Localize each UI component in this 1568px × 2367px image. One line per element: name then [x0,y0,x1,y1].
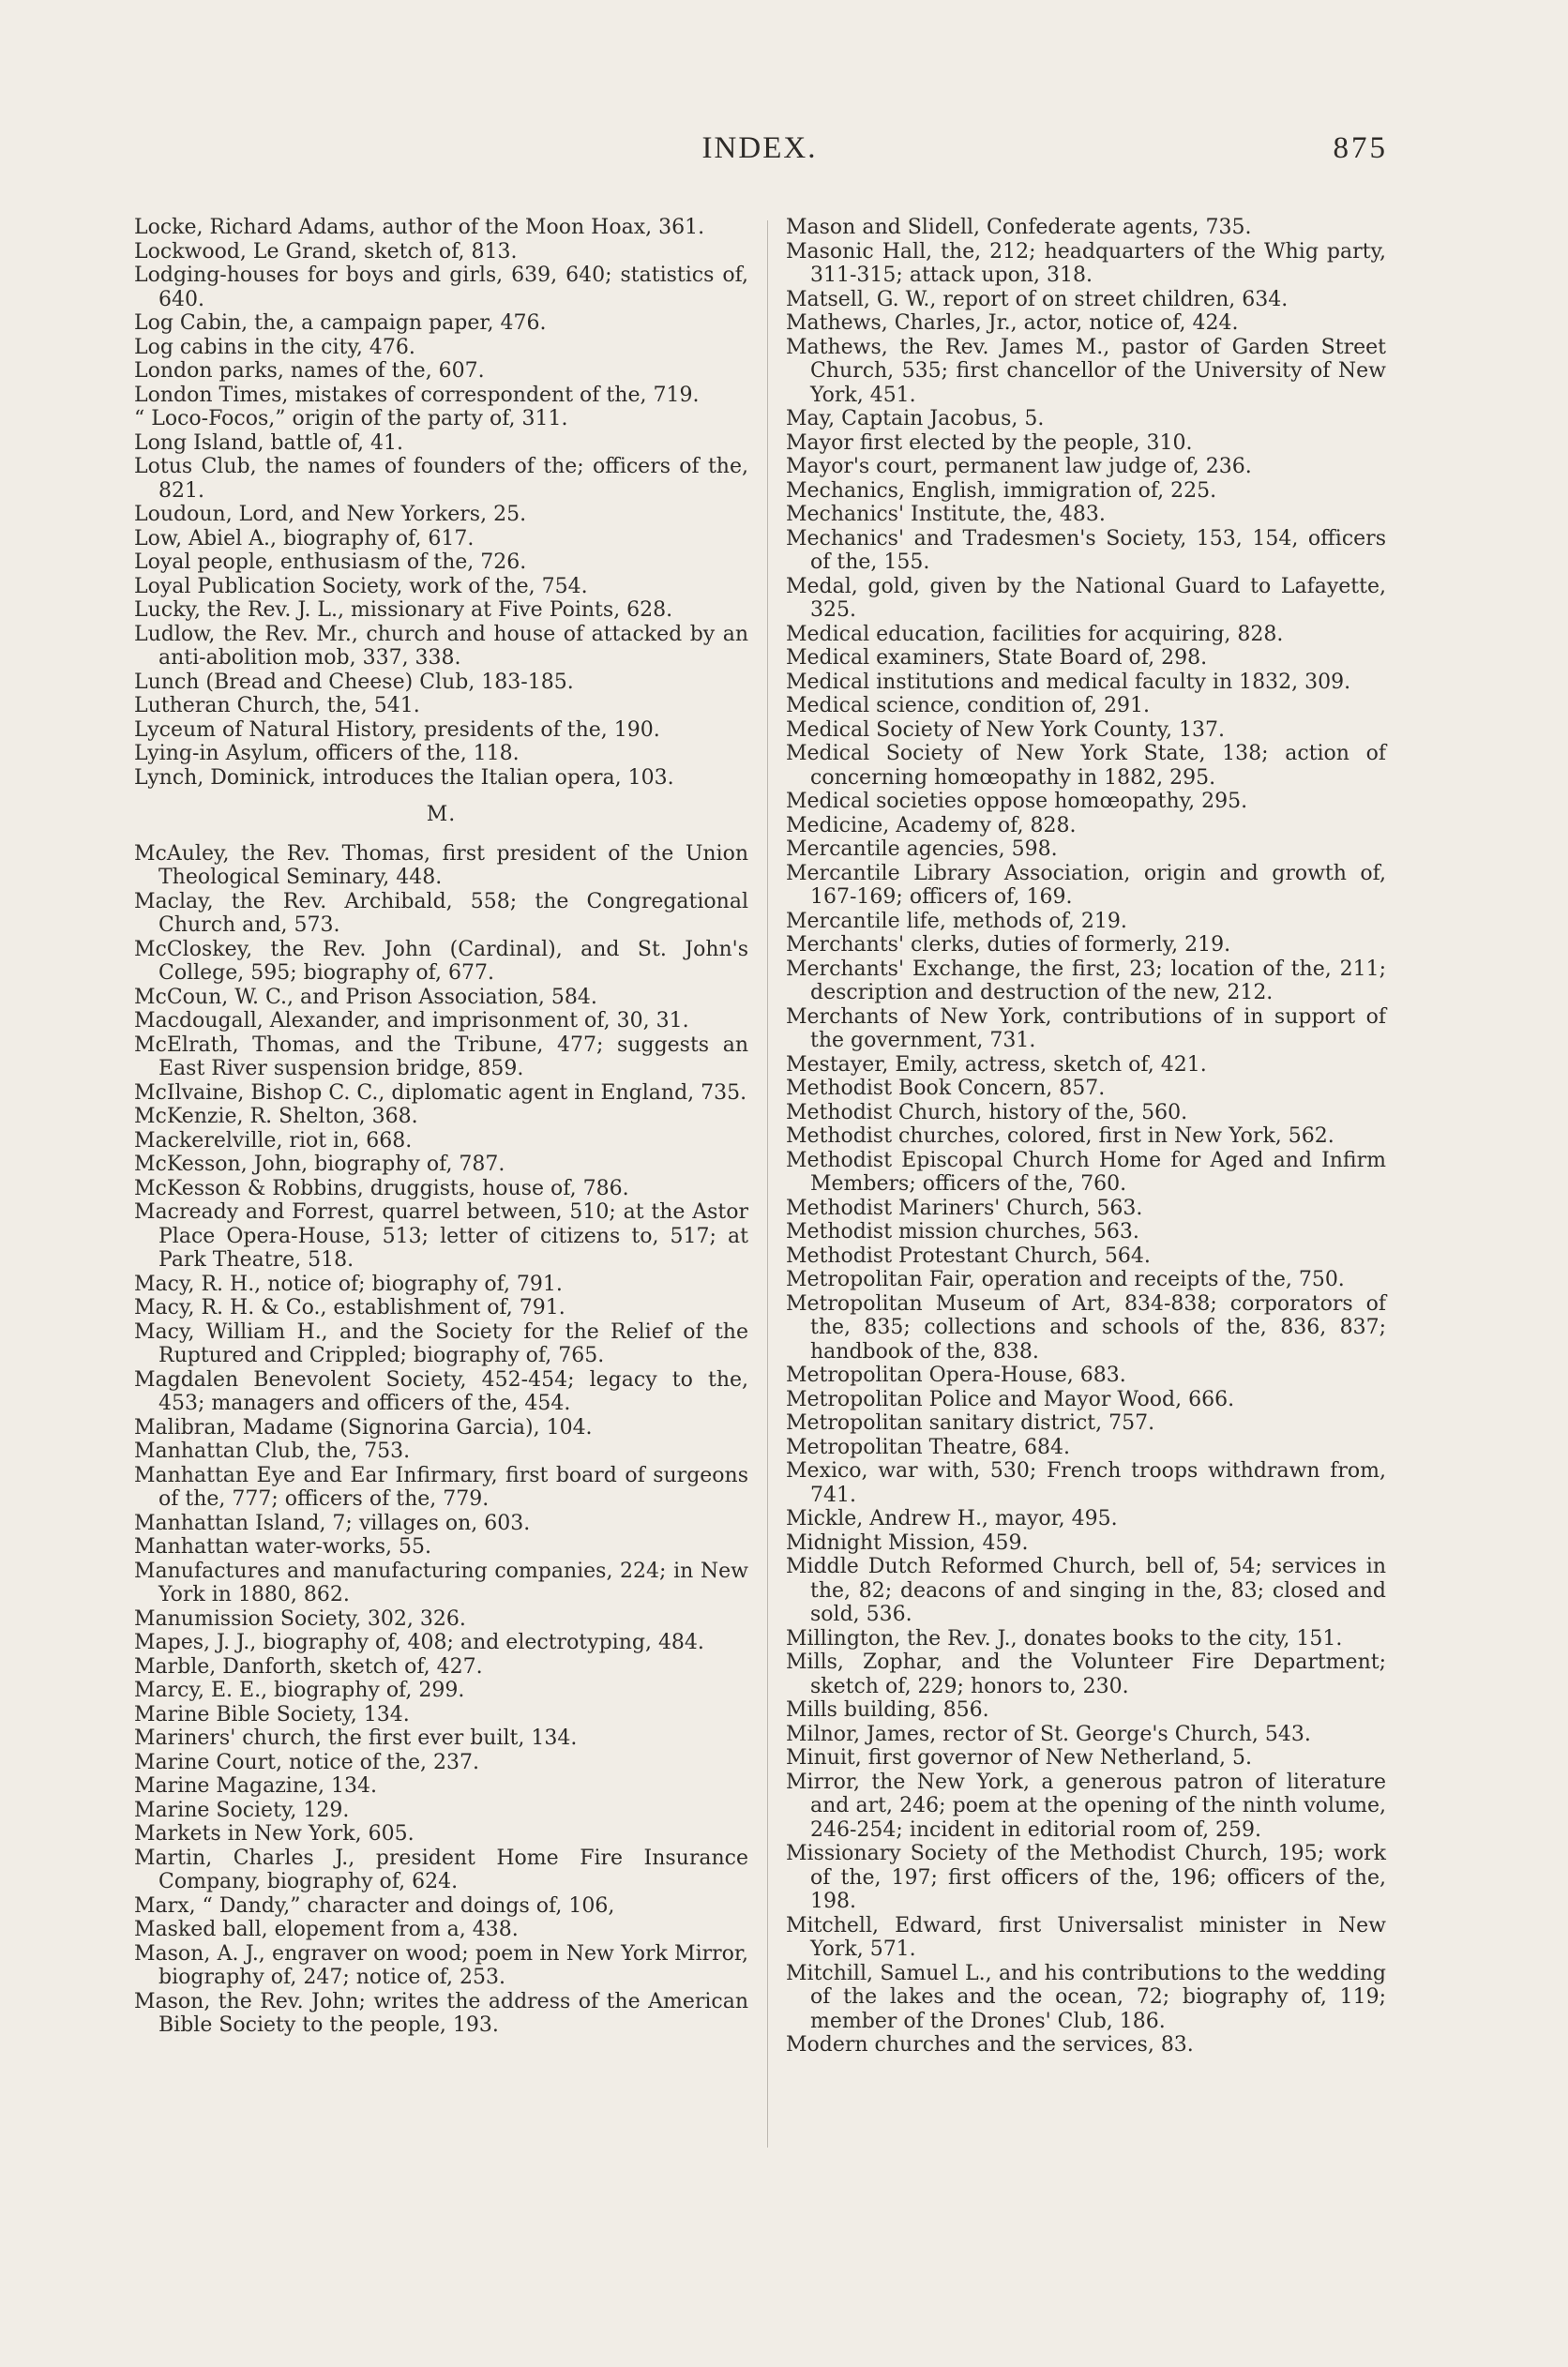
index-entry: Mercantile agencies, 598. [786,837,1058,861]
page-number: 875 [1333,131,1388,165]
index-entry: Lying-in Asylum, officers of the, 118. [134,742,520,765]
index-entry: Manhattan Island, 7; villages on, 603. [134,1511,531,1535]
index-entry: Macy, William H., and the Society for the Relief of the Ruptured and Crippled; biography of, 765. [134,1319,748,1367]
index-entry: Metropolitan Theatre, 684. [786,1435,1070,1459]
index-entry: Log Cabin, the, a campaign paper, 476. [134,311,547,335]
index-entry: Medical examiners, State Board of, 298. [786,646,1208,670]
index-entry: Modern churches and the services, 83. [786,2033,1194,2057]
index-entry: McKenzie, R. Shelton, 368. [134,1105,418,1128]
index-entry: Lotus Club, the names of founders of the; officers of the, 821. [134,455,748,503]
index-entry: Matsell, G. W., report of on street children, 634. [786,287,1289,311]
index-entry: Loudoun, Lord, and New Yorkers, 25. [134,503,527,526]
index-entry: Mercantile life, methods of, 219. [786,909,1127,933]
index-entry: Mayor first elected by the people, 310. [786,430,1193,455]
index-entry: Midnight Mission, 459. [786,1530,1029,1555]
index-entry: McCloskey, the Rev. John (Cardinal), and St. John's College, 595; biography of, 677. [134,937,748,985]
index-entry: Metropolitan Police and Mayor Wood, 666. [786,1387,1235,1411]
index-entry: Macy, R. H., notice of; biography of, 791. [134,1272,563,1296]
index-entry: Methodist Church, history of the, 560. [786,1100,1188,1124]
index-entry: Medical Society of New York State, 138; action of concerning homœopathy in 1882, 295. [786,742,1386,790]
index-entry: Malibran, Madame (Signorina Garcia), 104. [134,1415,593,1440]
index-entry: Metropolitan Fair, operation and receipts of the, 750. [786,1268,1345,1291]
index-entry: Masked ball, elopement from a, 438. [134,1918,519,1941]
index-entry: Lutheran Church, the, 541. [134,694,420,717]
left-column [134,216,748,2038]
index-entry: Marx, “ Dandy,” character and doings of, 106, [134,1893,615,1918]
index-entry: Loyal people, enthusiasm of the, 726. [134,550,527,574]
index-entry: Mechanics' and Tradesmen's Society, 153, 154, officers of the, 155. [786,526,1386,574]
index-entry: Mathews, Charles, Jr., actor, notice of, 424. [786,311,1239,335]
index-entry: Merchants of New York, contributions of in support of the government, 731. [786,1004,1386,1052]
index-entry: Lockwood, Le Grand, sketch of, 813. [134,239,518,264]
index-entry: Manumission Society, 302, 326. [134,1606,466,1631]
index-entry: Locke, Richard Adams, author of the Moon Hoax, 361. [134,216,705,239]
index-entry: Methodist Book Concern, 857. [786,1077,1106,1100]
index-entry: Metropolitan Museum of Art, 834-838; corporators of the, 835; collections and schools of the, 836, 837; handbook of the, 838. [786,1291,1386,1364]
index-entry: Marine Bible Society, 134. [134,1702,410,1726]
index-entry: Millington, the Rev. J., donates books to the city, 151. [786,1626,1343,1651]
index-entry: Medal, gold, given by the National Guard to Lafayette, 325. [786,574,1386,622]
index-entry: Missionary Society of the Methodist Church, 195; work of the, 197; first officers of the, 196; officers of the, 198. [786,1842,1386,1913]
index-entry: Mason and Slidell, Confederate agents, 735. [786,216,1252,239]
index-entry: Macy, R. H. & Co., establishment of, 791. [134,1296,565,1319]
entries-l-section [134,216,748,790]
index-entry: Medical institutions and medical faculty in 1832, 309. [786,670,1351,694]
index-entry: Manufactures and manufacturing companies, 224; in New York in 1880, 862. [134,1559,748,1606]
index-entry: Log cabins in the city, 476. [134,335,415,359]
index-entry: Methodist Mariners' Church, 563. [786,1196,1143,1220]
index-entry: Manhattan Club, the, 753. [134,1440,411,1463]
index-entry: McCoun, W. C., and Prison Association, 584. [134,985,597,1009]
right-column [786,216,1386,2058]
index-entry: Mitchell, Edward, first Universalist minister in New York, 571. [786,1913,1386,1961]
index-entry: Methodist mission churches, 563. [786,1220,1139,1244]
index-entry: Lunch (Bread and Cheese) Club, 183-185. [134,670,574,694]
entries-m-continued [786,216,1386,2058]
index-entry: Magdalen Benevolent Society, 452-454; legacy to the, 453; managers and officers of the, 454. [134,1367,748,1415]
index-entry: Marine Magazine, 134. [134,1774,378,1798]
index-entry: Mason, A. J., engraver on wood; poem in New York Mirror, biography of, 247; notice of, 253. [134,1941,748,1989]
entries-m-section [134,842,748,2038]
index-entry: Minuit, first governor of New Netherland, 5. [786,1746,1252,1770]
index-entry: Mackerelville, riot in, 668. [134,1128,413,1153]
index-entry: Metropolitan Opera-House, 683. [786,1364,1126,1387]
index-entry: Low, Abiel A., biography of, 617. [134,526,475,550]
index-entry: Marine Society, 129. [134,1798,350,1822]
index-entry: Methodist churches, colored, first in New York, 562. [786,1124,1334,1148]
index-entry: Mirror, the New York, a generous patron of literature and art, 246; poem at the opening of the ninth volume, 246-254; incident in editorial room of, 259. [786,1770,1386,1842]
index-entry: Long Island, battle of, 41. [134,430,403,455]
index-entry: Macdougall, Alexander, and imprisonment of, 30, 31. [134,1009,689,1033]
index-entry: McElrath, Thomas, and the Tribune, 477; suggests an East River suspension bridge, 859. [134,1033,748,1080]
index-entry: Mechanics' Institute, the, 483. [786,503,1106,526]
index-entry: Mariners' church, the first ever built, 134. [134,1726,578,1750]
index-entry: Markets in New York, 605. [134,1822,415,1846]
index-entry: McIlvaine, Bishop C. C., diplomatic agent in England, 735. [134,1080,747,1105]
index-entry: Mapes, J. J., biography of, 408; and electrotyping, 484. [134,1631,704,1654]
index-entry: Maclay, the Rev. Archibald, 558; the Congregational Church and, 573. [134,889,748,937]
index-entry: Methodist Episcopal Church Home for Aged and Infirm Members; officers of the, 760. [786,1148,1386,1196]
index-entry: McKesson & Robbins, druggists, house of, 786. [134,1176,629,1200]
index-entry: Mayor's court, permanent law judge of, 236. [786,455,1252,478]
index-entry: Ludlow, the Rev. Mr., church and house of attacked by an anti-abolition mob, 337, 338. [134,622,748,670]
index-entry: Middle Dutch Reformed Church, bell of, 54; services in the, 82; deacons of and singing in the, 83; closed and sold, 536. [786,1555,1386,1626]
index-entry: Marcy, E. E., biography of, 299. [134,1679,465,1702]
index-entry: Medical education, facilities for acquiring, 828. [786,622,1284,646]
index-entry: Merchants' Exchange, the first, 23; location of the, 211; description and destruction of the new, 212. [786,957,1386,1004]
index-entry: Milnor, James, rector of St. George's Church, 543. [786,1722,1311,1746]
index-entry: Macready and Forrest, quarrel between, 510; at the Astor Place Opera-House, 513; letter of citizens to, 517; at Park Theatre, 518. [134,1200,748,1272]
index-entry: Mason, the Rev. John; writes the address of the American Bible Society to the people, 193. [134,1989,748,2037]
index-entry: Mexico, war with, 530; French troops withdrawn from, 741. [786,1459,1386,1507]
index-entry: Lucky, the Rev. J. L., missionary at Five Points, 628. [134,598,673,622]
column-divider [767,220,768,2148]
index-entry: Medical science, condition of, 291. [786,694,1151,717]
index-entry: May, Captain Jacobus, 5. [786,407,1045,430]
index-entry: Medicine, Academy of, 828. [786,813,1077,837]
index-entry: Marine Court, notice of the, 237. [134,1750,479,1774]
index-entry: Mills building, 856. [786,1698,989,1722]
index-entry: Mercantile Library Association, origin and growth of, 167-169; officers of, 169. [786,861,1386,909]
index-entry: Medical Society of New York County, 137. [786,717,1225,742]
index-entry: Lyceum of Natural History, presidents of the, 190. [134,717,660,742]
index-entry: Martin, Charles J., president Home Fire Insurance Company, biography of, 624. [134,1846,748,1893]
index-entry: McKesson, John, biography of, 787. [134,1153,505,1176]
index-entry: Mills, Zophar, and the Volunteer Fire Department; sketch of, 229; honors to, 230. [786,1651,1386,1698]
index-entry: Manhattan water-works, 55. [134,1535,432,1559]
index-entry: “ Loco-Focos,” origin of the party of, 311. [134,407,568,430]
index-entry: London parks, names of the, 607. [134,359,485,383]
index-entry: Loyal Publication Society, work of the, 754. [134,574,588,598]
index-entry: Lynch, Dominick, introduces the Italian opera, 103. [134,765,674,790]
index-entry: Mechanics, English, immigration of, 225. [786,478,1217,503]
index-entry: London Times, mistakes of correspondent of the, 719. [134,383,700,407]
index-entry: Masonic Hall, the, 212; headquarters of the Whig party, 311-315; attack upon, 318. [786,239,1386,287]
index-entry: Mestayer, Emily, actress, sketch of, 421. [786,1052,1207,1077]
index-entry: Metropolitan sanitary district, 757. [786,1411,1155,1435]
index-entry: Mitchill, Samuel L., and his contributions to the wedding of the lakes and the ocean, 72; biography of, 119; member of the Drones' Club, 186. [786,1961,1386,2033]
section-letter-m: M. [426,803,457,826]
page-title: INDEX. [701,131,818,165]
page-header [131,129,1388,176]
index-entry: Marble, Danforth, sketch of, 427. [134,1654,483,1679]
index-entry: Medical societies oppose homœopathy, 295. [786,790,1248,813]
index-entry: Merchants' clerks, duties of formerly, 219. [786,933,1231,957]
index-entry: Mickle, Andrew H., mayor, 495. [786,1507,1118,1530]
index-entry: McAuley, the Rev. Thomas, first president of the Union Theological Seminary, 448. [134,841,748,889]
index-entry: Mathews, the Rev. James M., pastor of Garden Street Church, 535; first chancellor of the University of New York, 451. [786,335,1386,407]
index-entry: Manhattan Eye and Ear Infirmary, first board of surgeons of the, 777; officers of the, 779. [134,1463,748,1511]
index-entry: Lodging-houses for boys and girls, 639, 640; statistics of, 640. [134,264,748,311]
index-entry: Methodist Protestant Church, 564. [786,1244,1151,1268]
